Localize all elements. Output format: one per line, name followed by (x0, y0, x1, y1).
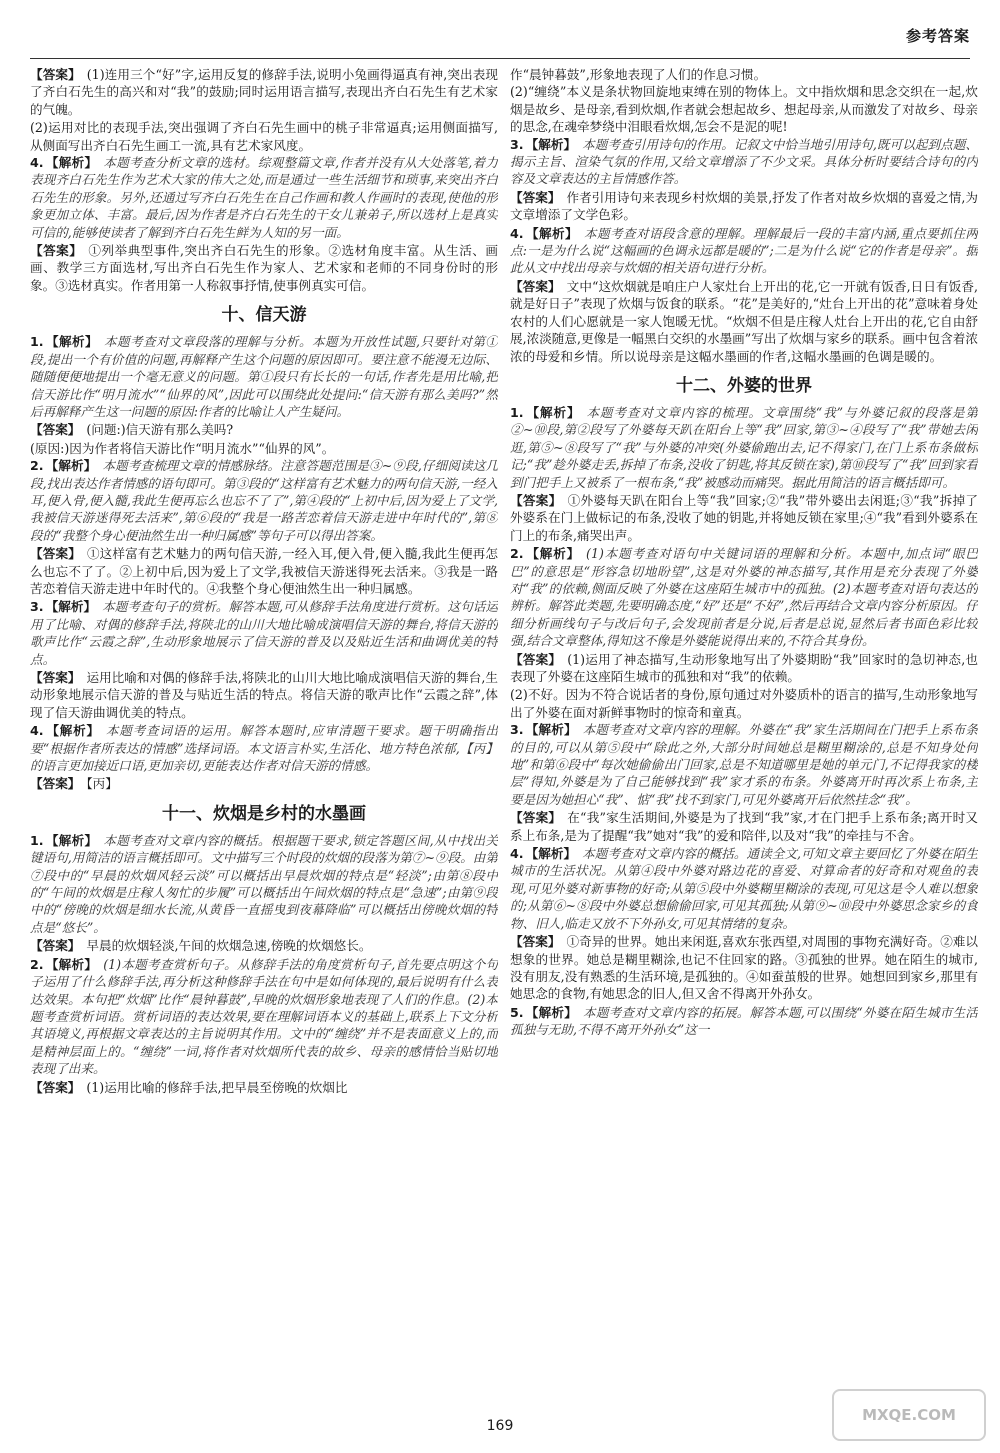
answer-text: (2)“缠绕”本义是条状物回旋地束缚在别的物体上。文中指炊烟和思念交织在一起,炊烟是故乡、是母亲,看到炊烟,作者就会想起故乡、想起母亲,从而激发了对故乡、母亲的思念,在魂牵梦绕中泪眼看炊烟,怎会不是泥的呢! (510, 84, 978, 135)
question-number: 2. (30, 956, 44, 972)
answer-text: ①这样富有艺术魅力的两句信天游,一经入耳,便入骨,便入髓,我此生便再怎么也忘不了了。②上初中后,因为爱上了文学,我被信天游迷得死去活来。③我是一路苦恋着信天游走进中年时代的。④我整个身心便油然生出一种归属感。 (30, 546, 498, 596)
analysis-tag: 【解析】 (525, 404, 581, 420)
answer-tag: 【答案】 (30, 670, 81, 685)
answer-text: 早晨的炊烟轻淡,午间的炊烟急速,傍晚的炊烟悠长。 (86, 938, 372, 954)
analysis-text: (1)本题考查对语句中关键词语的理解和分析。本题中,加点词“眼巴巴”的意思是“形容急切地盼望”,这是对外婆的神态描写,其作用是充分表现了外婆对“我”的依赖,侧面反映了外婆在这座陌生城市中的孤独。(2)本题考查对语句表达的辨析。解答此类题,先要明确态度,“好”还是“不好”,然后再结合文章内容分析原因。仔细分析画线句子与改后句子,会发现前者是分说,后者是总说,显然后者书面色彩比较强,结合文章整体,得知这不像是外婆能说得出来的,不符合其身份。 (510, 546, 978, 649)
question-number: 4. (30, 723, 44, 739)
answer-block (30, 242, 498, 294)
question-number: 4. (510, 846, 524, 862)
question-block (510, 225, 978, 277)
right-column (510, 66, 978, 1416)
answer-text: (原因:)因为作者将信天游比作“明月流水”“仙界的风”。 (30, 440, 335, 456)
analysis-tag: 【解析】 (45, 155, 98, 171)
answer-block (30, 775, 498, 792)
left-column (30, 66, 498, 1416)
question-number: 1. (30, 334, 44, 350)
answer-block (510, 278, 978, 365)
analysis-tag: 【解析】 (525, 722, 577, 738)
answer-text: 运用比喻和对偶的修辞手法,将陕北的山川大地比喻成演唱信天游的舞台,生动形象地展示信天游的普及与贴近生活的特点。将信天游的歌声比作“云霞之辞”,体现了信天游曲调优美的特点。 (30, 670, 498, 720)
answer-block (30, 937, 498, 954)
analysis-tag: 【解析】 (45, 723, 100, 739)
answer-tag: 【答案】 (510, 278, 561, 294)
answer-text: (问题:)信天游有那么美吗? (86, 422, 234, 438)
analysis-tag: 【解析】 (525, 1004, 578, 1020)
section-title: 十二、外婆的世界 (676, 375, 812, 396)
answer-tag: 【答案】 (30, 243, 83, 259)
analysis-text: 本题考查引用诗句的作用。记叙文中恰当地引用诗句,既可以起到点题、揭示主旨、渲染气氛的作用,又给文章增添了不少文采。具体分析时要结合诗句的内容及文章表达的主旨情感作答。 (510, 136, 978, 187)
question-block (30, 154, 498, 241)
answer-text: (2)运用对比的表现手法,突出强调了齐白石先生画中的桃子非常逼真;运用侧面描写,从侧面写出齐白石先生画工一流,具有艺术家风度。 (30, 120, 498, 153)
question-block (30, 457, 498, 544)
answer-tag: 【答案】 (30, 938, 81, 954)
answer-text: 文中“这炊烟就是咱庄户人家灶台上开出的花,它一开就有饭香,日日有饭香,就是好日子”表现了炊烟与饭食的联系。“花”是美好的,“灶台上开出的花”意味着身处农村的人们心愿就是一家人饱暖无忧。“炊烟不但是庄稼人灶台上开出的花,它自由舒展,浓淡随意,更像是一幅黑白交织的水墨画”写出了炊烟与家乡的联系。画中包含着浓浓的母爱和乡情。所以说母亲是这幅水墨画的作者,这幅水墨画的色调是暖的。 (510, 278, 978, 364)
analysis-tag: 【解析】 (525, 225, 578, 241)
analysis-tag: 【解析】 (45, 832, 98, 848)
analysis-text: 本题考查词语的运用。解答本题时,应审清题干要求。题干明确指出要“根据作者所表达的情感”选择词语。本文语言朴实,生活化、地方特色浓郁,【丙】的语言更加接近口语,更加亲切,更能表达作者对信天游的情感。 (30, 723, 498, 774)
analysis-tag: 【解析】 (45, 956, 98, 972)
question-number: 1. (510, 404, 524, 420)
answer-block (30, 669, 498, 721)
question-number: 2. (30, 458, 44, 474)
answer-text: (1)运用了神态描写,生动形象地写出了外婆期盼“我”回家时的急切神态,也表现了外婆在这座陌生城市的孤独和对“我”的依赖。 (510, 651, 978, 684)
question-number: 3. (30, 599, 44, 615)
answer-text: (1)连用三个“好”字,运用反复的修辞手法,说明小兔画得逼真有神,突出表现了齐白石先生的高兴和对“我”的鼓励;同时运用语言描写,表现出齐白石先生有艺术家的气魄。 (30, 67, 498, 117)
answer-tag: 【答案】 (30, 546, 81, 562)
analysis-tag: 【解析】 (525, 136, 577, 152)
answer-block (30, 1079, 498, 1096)
answer-tag: 【答案】 (510, 189, 561, 205)
answer-block (510, 933, 978, 1003)
page-header (30, 12, 970, 59)
question-block (510, 545, 978, 649)
analysis-text: 本题考查句子的赏析。解答本题,可从修辞手法角度进行赏析。这句话运用了比喻、对偶的修辞手法,将陕北的山川大地比喻成演唱信天游的舞台,将信天游的歌声比作“云霞之辞”,生动形象地展示了信天游的普及以及贴近生活和曲调优美的特点。 (30, 599, 498, 667)
analysis-text: 本题考查对文章内容的理解。外婆在“我”家生活期间在门把手上系布条的目的,可以从第⑤段中“除此之外,大部分时间她总是糊里糊涂的,总是不知身处何地”和第⑥段中“每次她偷偷出门回家,总是不知道哪里是她的单元门,不记得我家的楼层”得知,外婆是为了自己能够找到“我”家才系的布条。外婆离开时再次系上布条,主要是因为她担心“我”、惦“我”找不到家门,可见外婆离开后依然挂念“我”。 (510, 722, 978, 807)
header-title: 参考答案 (905, 26, 970, 45)
answer-text: ①列举典型事件,突出齐白石先生的形象。②选材角度丰富。从生活、画画、教学三方面选材,写出齐白石先生作为家人、艺术家和老师的不同身份时的形象。③选材真实。作者用第一人称叙事抒情,使事例真实可信。 (30, 243, 498, 293)
answer-block (30, 545, 498, 597)
analysis-text: 本题考查对语段含意的理解。理解最后一段的丰富内涵,重点要抓住两点:一是为什么说“这幅画的色调永远都是暖的”;二是为什么说“它的作者是母亲”。据此从文中找出母亲与炊烟的相关语句进行分析。 (510, 225, 978, 276)
answer-text: (1)运用比喻的修辞手法,把早晨至傍晚的炊烟比 (86, 1079, 348, 1095)
analysis-text: 本题考查对文章段落的理解与分析。本题为开放性试题,只要针对第①段,提出一个有价值的问题,再解释产生这个问题的原因即可。要注意不能漫无边际、随随便便地提出一个毫无意义的问题。第①段只有长长的一句话,作者先是用比喻,把信天游比作“明月流水”“仙界的风”,因此可以围绕此处提问:“信天游有那么美吗?”然后再解释产生这一问题的原因:作者的比喻让人产生疑问。 (30, 334, 498, 419)
analysis-text: 本题考查对文章内容的梳理。文章围绕“我”与外婆记叙的段落是第②~⑩段,第②段写了外婆每天趴在阳台上等“我”回家,第③~④段写了“我”带她去闲逛,第⑤~⑧段写了“我”与外婆的冲突(外婆偷跑出去,记不得家门,在门上系布条做标记;“我”趁外婆走丢,拆掉了布条,没收了钥匙,将其反锁在家),第⑩段写了“我”回到家看到门把手上又被系了一根布条,“我”被感动而痛哭。据此用简洁的语言概括即可。 (510, 404, 978, 490)
question-number: 5. (510, 1004, 524, 1020)
answer-block (30, 66, 498, 118)
question-block (30, 722, 498, 774)
answer-tag: 【答案】 (510, 810, 562, 826)
answer-tag: 【答案】 (30, 776, 81, 792)
answer-block (510, 189, 978, 224)
answer-text: 在“我”家生活期间,外婆是为了找到“我”家,才在门把手上系布条;离开时又系上布条,是为了提醒“我”她对“我”的爱和陪伴,以及对“我”的牵挂与不舍。 (510, 810, 978, 843)
analysis-text: 本题考查分析文章的选材。综观整篇文章,作者并没有从大处落笔,着力表现齐白石先生作为艺术大家的伟大之处,而是通过一些生活细节和琐事,来突出齐白石先生的形象。另外,还通过写齐白石先生在自己作画和教人作画时的表现,使他的形象更加立体、丰富。最后,因为作者是齐白石先生的干女儿兼弟子,所以选材上是真实可信的,能够使读者了解到齐白石先生鲜为人知的另一面。 (30, 155, 498, 240)
section-title: 十、信天游 (221, 305, 307, 326)
question-number: 3. (510, 722, 524, 738)
question-block (30, 956, 498, 1078)
analysis-text: 本题考查对文章内容的概括。通读全文,可知文章主要回忆了外婆在陌生城市的生活状况。从第④段中外婆对路边花的喜爱、对算命者的好奇和对观鱼的表现,可见外婆对新事物的好奇;从第⑤段中外婆糊里糊涂的表现,可见这是令人难以想象的;从第⑥~⑧段中外婆总想偷偷回家,可见其孤独;从第⑨~⑩段中外婆思念家乡的食物、旧人,临走又放不下外孙女,可见其情绪的复杂。 (510, 846, 978, 931)
answer-text: 作“晨钟暮鼓”,形象地表现了人们的作息习惯。 (510, 67, 767, 82)
analysis-tag: 【解析】 (45, 599, 97, 615)
analysis-tag: 【解析】 (525, 546, 581, 562)
answer-text: (2)不好。因为不符合说话者的身份,原句通过对外婆质朴的语言的描写,生动形象地写出了外婆在面对新鲜事物时的惊奇和童真。 (510, 687, 978, 720)
answer-block (510, 492, 978, 544)
answer-tag: 【答案】 (30, 67, 81, 82)
question-number: 1. (30, 832, 44, 848)
answer-tag: 【答案】 (30, 422, 81, 438)
answer-text: ①奇异的世界。她出来闲逛,喜欢东张西望,对周围的事物充满好奇。②难以想象的世界。她总是糊里糊涂,也记不住回家的路。③孤独的世界。她在陌生的城市,没有朋友,没有熟悉的生活环境,是孤独的。④如蚕茧般的世界。她想回到家乡,那里有她思念的食物,有她思念的旧人,但又舍不得离开外孙女。 (510, 934, 978, 1002)
answer-block (510, 651, 978, 686)
answer-text: 作者引用诗句来表现乡村炊烟的美景,抒发了作者对故乡炊烟的喜爱之情,为文章增添了文学色彩。 (510, 189, 978, 223)
question-block (510, 721, 978, 808)
page-number: 169 (486, 1418, 514, 1434)
question-number: 4. (30, 155, 44, 171)
answer-block (30, 421, 498, 438)
watermark-logo: MXQE.COM (832, 1389, 986, 1441)
answer-tag: 【答案】 (510, 651, 562, 667)
question-block (510, 845, 978, 932)
analysis-text: 本题考查对文章内容的拓展。解答本题,可以围绕“外婆在陌生城市生活孤独与无助,不得不离开外孙女”这一 (510, 1004, 978, 1038)
answer-tag: 【答案】 (30, 1079, 81, 1095)
analysis-text: (1)本题考查赏析句子。从修辞手法的角度赏析句子,首先要点明这个句子运用了什么修辞手法,再分析这种修辞手法在句中是如何体现的,最后说明有什么表达效果。本句把“炊烟”比作“晨钟暮鼓”,早晚的炊烟形象地表现了人们的作息。(2)本题考查赏析词语。赏析词语的表达效果,要在理解词语本义的基础上,联系上下文分析其语境义,再根据文章表达的主旨说明其作用。文中的“缠绕”并不是表面意义上的,而是精神层面上的。“缠绕”一词,将作者对炊烟所代表的故乡、母亲的感情恰当贴切地表现了出来。 (30, 956, 498, 1077)
section-title: 十一、炊烟是乡村的水墨画 (162, 803, 366, 824)
answer-text: ①外婆每天趴在阳台上等“我”回家;②“我”带外婆出去闲逛;③“我”拆掉了外婆系在门上做标记的布条,没收了她的钥匙,并将她反锁在家里;④“我”看到外婆系在门上的布条,痛哭出声。 (510, 492, 978, 543)
question-number: 4. (510, 225, 524, 241)
answer-tag: 【答案】 (510, 934, 561, 950)
answer-text: 【丙】 (86, 776, 118, 792)
answer-tag: 【答案】 (510, 492, 562, 508)
analysis-tag: 【解析】 (45, 458, 97, 474)
question-block (30, 333, 498, 420)
question-block (510, 1004, 978, 1039)
analysis-text: 本题考查对文章内容的概括。根据题干要求,锁定答题区间,从中找出关键语句,用简洁的语言概括即可。文中描写三个时段的炊烟的段落为第⑦~⑨段。由第⑦段中的“早晨的炊烟风轻云淡”可以概括出早晨炊烟的特点是“轻淡”;由第⑧段中的“午间的炊烟是庄稼人匆忙的步履”可以概括出午间炊烟的特点是“急速”;由第⑨段中的“傍晚的炊烟是细水长流,从黄昏一直摇曳到夜幕降临”可以概括出傍晚炊烟的特点是“悠长”。 (30, 832, 498, 935)
analysis-text: 本题考查梳理文章的情感脉络。注意答题范围是③~⑨段,仔细阅读这几段,找出表达作者情感的语句即可。第③段的“这样富有艺术魅力的两句信天游,一经入耳,便入骨,便入髓,我此生便再忘么也忘不了了”,第④段的“上初中后,因为爱上了文学,我被信天游迷得死去活来”,第⑥段的“我是一路苦恋着信天游走进中年时代的”,第⑧段的“我整个身心便油然生出一种归属感”等句子可以得出答案。 (30, 458, 498, 543)
analysis-tag: 【解析】 (525, 846, 577, 862)
answer-block (510, 809, 978, 844)
question-number: 2. (510, 546, 524, 562)
question-block (510, 136, 978, 188)
question-number: 3. (510, 136, 524, 152)
question-block (30, 598, 498, 668)
question-block (510, 404, 978, 491)
question-block (30, 832, 498, 936)
analysis-tag: 【解析】 (45, 334, 98, 350)
